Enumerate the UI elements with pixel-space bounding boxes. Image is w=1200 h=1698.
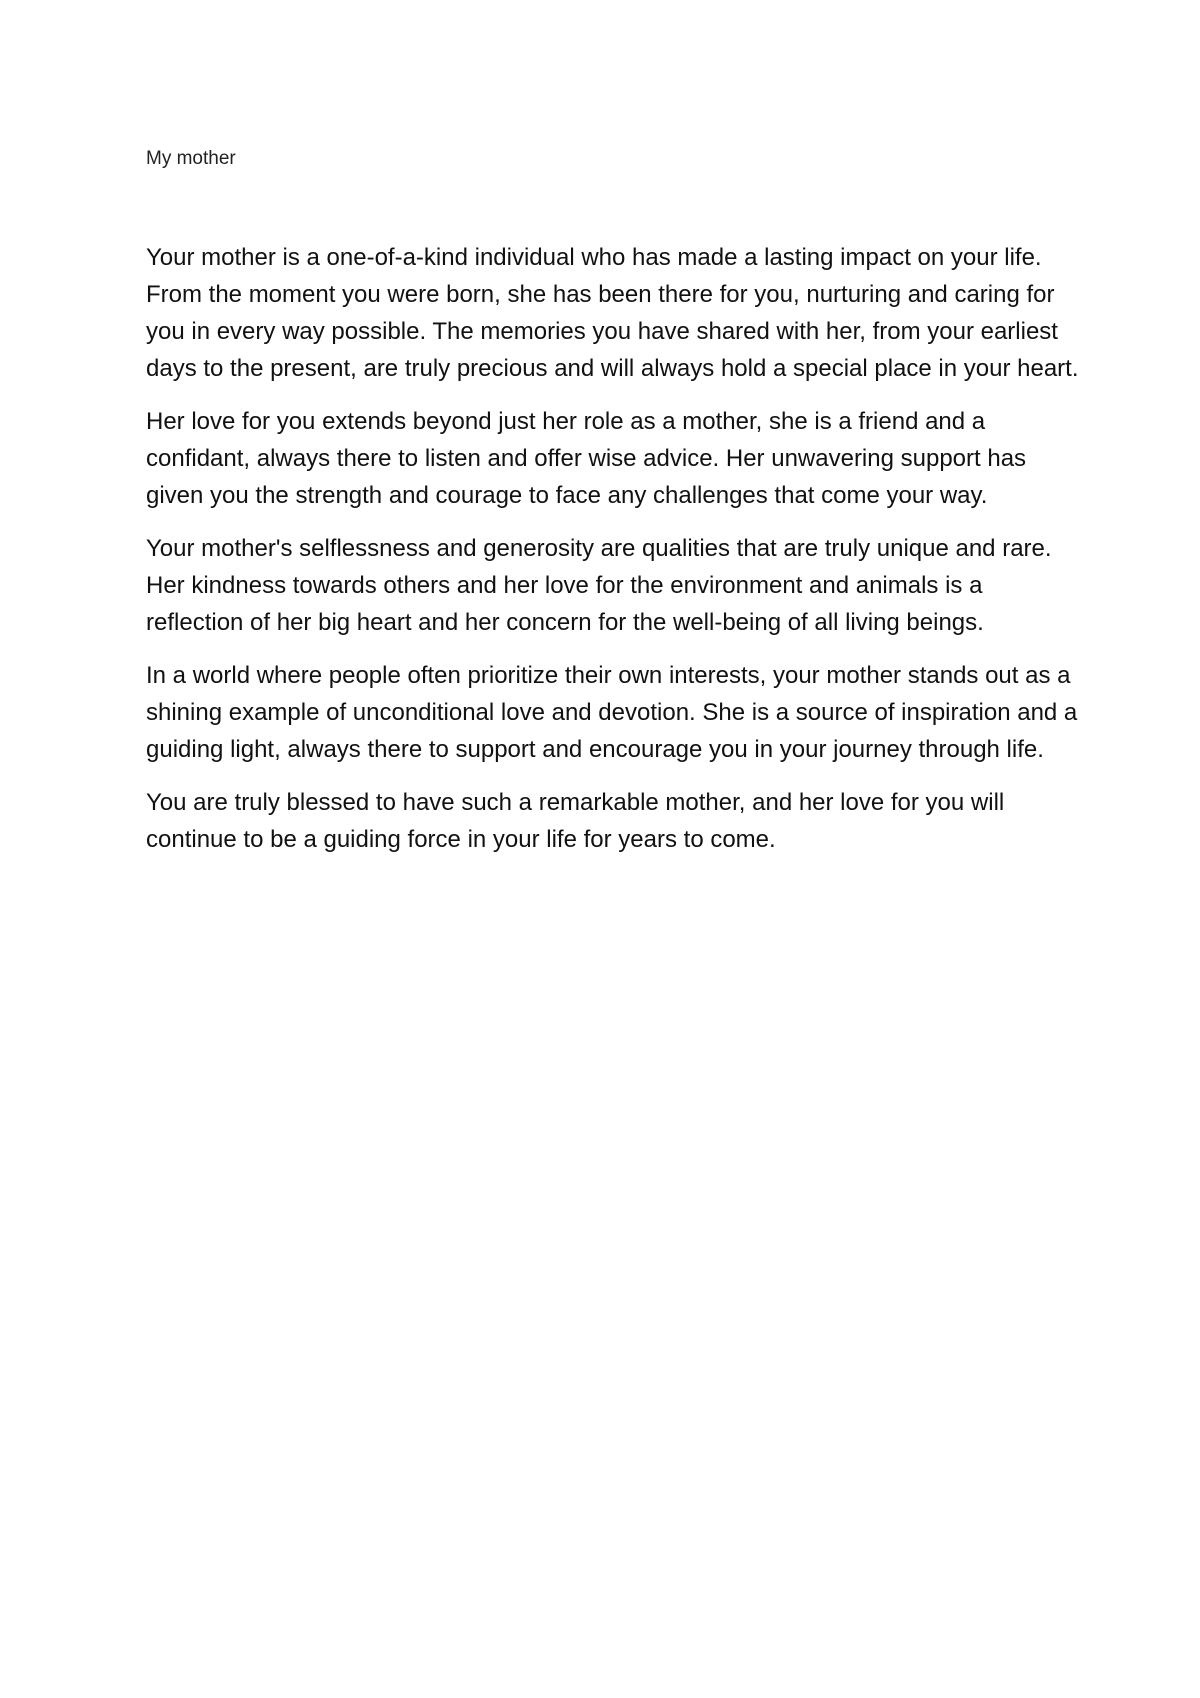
paragraph: Your mother is a one-of-a-kind individual who has made a lasting impact on your life. From the moment you were born, she has been there for you, nurturing and caring for you in every way possible. The memories you have shared with her, from your earliest days to the present, are truly precious and will always hold a special place in your heart. [146, 244, 1079, 382]
paragraph: Her love for you extends beyond just her role as a mother, she is a friend and a confidant, always there to listen and offer wise advice. Her unwavering support has given you the strength and courage to face any challenges that come your way. [146, 408, 1027, 509]
document-title: My mother [146, 148, 236, 169]
paragraph: In a world where people often prioritize their own interests, your mother stands out as a shining example of unconditional love and devotion. She is a source of inspiration and a guiding light, always there to support and encourage you in your journey through life. [146, 662, 1078, 763]
paragraph: Your mother's selflessness and generosity are qualities that are truly unique and rare. Her kindness towards others and her love for the environment and animals is a reflection of her big heart and her concern for the well-being of all living beings. [146, 535, 1052, 636]
document-body [146, 239, 1086, 874]
paragraph: You are truly blessed to have such a remarkable mother, and her love for you will continue to be a guiding force in your life for years to come. [146, 789, 1005, 853]
